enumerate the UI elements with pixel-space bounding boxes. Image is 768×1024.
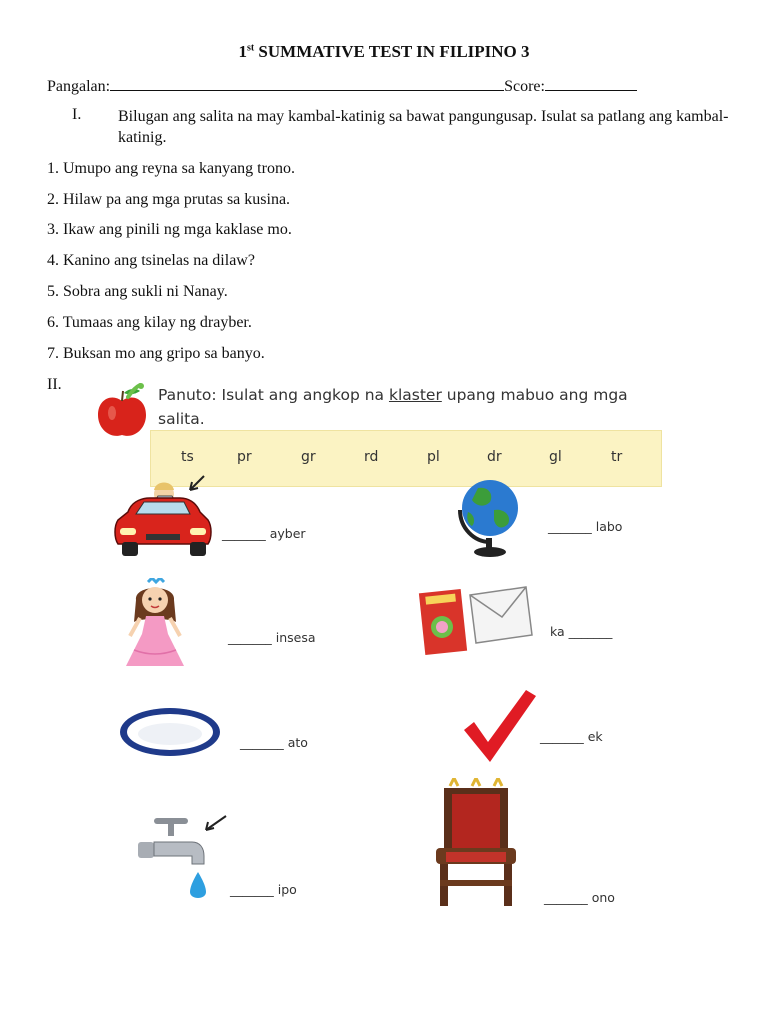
klaster-keyword: klaster [388,386,442,404]
faucet-icon [136,812,232,912]
cluster-rd: rd [364,449,379,465]
cluster-gr: gr [301,449,316,465]
cluster-pl: pl [427,449,440,465]
section-2-number: II. [47,376,62,393]
cluster-gl: gl [549,449,562,465]
car-icon [108,472,218,572]
throne-icon [430,778,522,908]
car-blank[interactable]: _______ ayber [222,526,306,541]
score-label: Score: [504,78,545,95]
check-blank[interactable]: _______ ek [540,729,603,744]
list-item: 5. Sobra ang sukli ni Nanay. [47,283,228,300]
cluster-pr: pr [237,449,252,465]
globe-icon [450,472,522,558]
throne-blank[interactable]: _______ ono [544,890,615,905]
name-label: Pangalan: [47,78,111,95]
faucet-blank[interactable]: _______ ipo [230,882,297,897]
name-field[interactable] [110,76,504,91]
panuto-instruction: Panuto: Isulat ang angkop na klaster upang mabuo ang mga salita. [158,386,628,428]
section-1-number: I. [72,106,82,123]
princess-blank[interactable]: _______ insesa [228,630,316,645]
cluster-tr: tr [611,449,623,465]
plate-icon [118,706,222,758]
cluster-box [150,430,662,487]
cluster-ts: ts [181,449,194,465]
card-icon [418,585,534,657]
name-score-row [47,76,637,96]
list-item: 1. Umupo ang reyna sa kanyang trono. [47,160,295,177]
check-icon [460,688,538,764]
list-item: 6. Tumaas ang kilay ng drayber. [47,314,252,331]
section-1-instruction: Bilugan ang salita na may kambal-katinig sa bawat pangungusap. Isulat sa patlang ang kambal-katinig. [118,108,729,146]
card-blank[interactable]: ka _______ [550,624,613,639]
list-item: 2. Hilaw pa ang mga prutas sa kusina. [47,191,291,208]
globe-blank[interactable]: _______ labo [548,519,623,534]
apple-icon [92,383,152,443]
list-item: 4. Kanino ang tsinelas na dilaw? [47,252,255,269]
score-field[interactable] [545,76,637,91]
cluster-dr: dr [487,449,502,465]
princess-icon [118,578,192,670]
page-title: 1st SUMMATIVE TEST IN FILIPINO 3 [238,42,530,61]
list-item: 3. Ikaw ang pinili ng mga kaklase mo. [47,221,292,238]
list-item: 7. Buksan mo ang gripo sa banyo. [47,345,265,362]
plate-blank[interactable]: _______ ato [240,735,308,750]
